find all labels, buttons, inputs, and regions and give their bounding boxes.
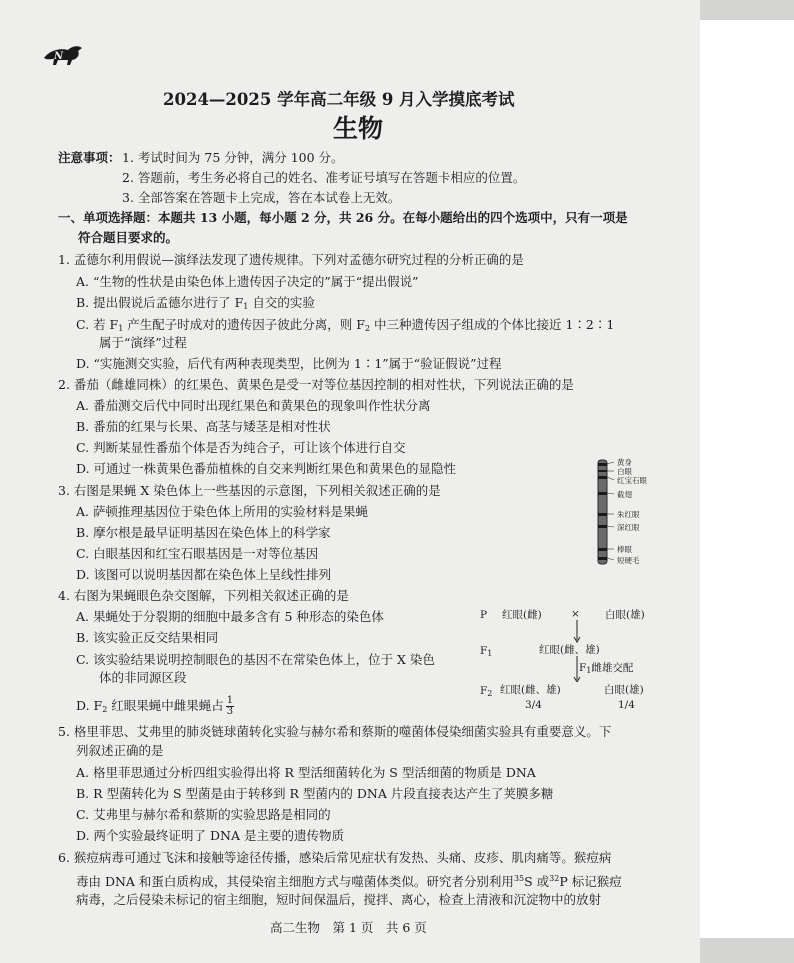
gene-label: 白眼 (617, 467, 632, 476)
q2-option-d: D. 可通过一株黄果色番茄植株的自交来判断红果色和黄果色的显隐性 (76, 461, 457, 476)
cross-p-red: 红眼(雌) (502, 609, 542, 621)
cross-f1-mate: $F_1$雌雄交配 (579, 662, 634, 675)
notes-label: 注意事项： (58, 150, 121, 165)
x-chromosome-figure (590, 458, 647, 572)
q1-option-c: C. 若 $F_1$ 产生配子时成对的遗传因子彼此分离，则 $F_2$ 中三种遗传因子组成的个体比接近 1∶2∶1 (76, 317, 615, 333)
note-item-1: 1. 考试时间为 75 分钟，满分 100 分。 (122, 150, 344, 165)
q2-option-a: A. 番茄测交后代中同时出现红果色和黄果色的现象叫作性状分离 (76, 398, 431, 413)
q5-option-a: A. 格里菲思通过分析四组实验得出将 R 型活细菌转化为 S 型活细菌的物质是 DNA (76, 765, 536, 780)
q4-option-a: A. 果蝇处于分裂期的细胞中最多含有 5 种形态的染色体 (76, 609, 384, 624)
cross-ratio-red: 3/4 (525, 699, 542, 711)
q1-option-b: B. 提出假说后孟德尔进行了 $F_1$ 自交的实验 (76, 295, 315, 311)
q5-option-c: C. 艾弗里与赫尔希和蔡斯的实验思路是相同的 (76, 807, 331, 822)
right-blank-strip (700, 20, 794, 938)
q5-option-b: B. R 型菌转化为 S 型菌是由于转移到 R 型菌内的 DNA 片段直接表达产生了荚膜多糖 (76, 786, 554, 801)
cross-p-label: P (480, 609, 488, 621)
q1-stem: 1. 孟德尔利用假说—演绎法发现了遗传规律。下列对孟德尔研究过程的分析正确的是 (58, 252, 524, 267)
gene-label: 短硬毛 (617, 556, 640, 565)
gene-label: 深红眼 (617, 523, 640, 532)
gene-label: 棒眼 (617, 545, 632, 554)
section-heading-line1: 一、单项选择题：本题共 13 小题，每小题 2 分，共 26 分。在每小题给出的四个选项中，只有一项是 (58, 210, 628, 225)
exam-title: 2024—2025 学年高二年级 9 月入学摸底考试 (163, 90, 515, 109)
fraction-one-third: $\frac{1}{3}$ (226, 695, 234, 717)
q3-option-c: C. 白眼基因和红宝石眼基因是一对等位基因 (76, 546, 319, 561)
gene-label: 黄身 (617, 458, 632, 467)
q3-option-b: B. 摩尔根是最早证明基因在染色体上的科学家 (76, 525, 331, 540)
gene-label: 截翅 (617, 490, 632, 499)
cross-p-white: 白眼(雄) (605, 609, 645, 621)
q3-option-a: A. 萨顿推理基因位于染色体上所用的实验材料是果蝇 (76, 504, 368, 519)
cross-f1-red: 红眼(雌、雄) (539, 644, 600, 656)
q2-option-c: C. 判断某显性番茄个体是否为纯合子，可让该个体进行自交 (76, 440, 406, 455)
q3-option-d: D. 该图可以说明基因都在染色体上呈线性排列 (76, 567, 332, 582)
q6-line3: 病毒，之后侵染未标记的宿主细胞，短时间保温后，搅拌、离心，检查上清液和沉淀物中的放射 (76, 892, 602, 907)
q4-option-c: C. 该实验结果说明控制眼色的基因不在常染色体上，位于 X 染色 (76, 652, 435, 667)
section-heading-line2: 符合题目要求的。 (78, 230, 179, 245)
svg-text:N: N (54, 51, 64, 62)
cross-f2-white: 白眼(雄) (604, 684, 644, 696)
q6-line1: 6. 猴痘病毒可通过飞沫和接触等途径传播，感染后常见症状有发热、头痛、皮疹、肌肉痛等。猴痘病 (58, 850, 612, 865)
subject-title: 生物 (333, 114, 384, 143)
q2-stem: 2. 番茄（雌雄同株）的红果色、黄果色是受一对等位基因控制的相对性状，下列说法正确的是 (58, 377, 574, 392)
note-item-2: 2. 答题前，考生务必将自己的姓名、准考证号填写在答题卡相应的位置。 (122, 170, 526, 185)
q4-option-b: B. 该实验正反交结果相同 (76, 630, 219, 645)
cross-f2-red: 红眼(雌、雄) (500, 684, 561, 696)
q3-stem: 3. 右图是果蝇 X 染色体上一些基因的示意图，下列相关叙述正确的是 (58, 483, 441, 498)
cross-ratio-white: 1/4 (618, 699, 635, 711)
cross-f2-label: $F_2$ (480, 685, 493, 698)
gene-label: 朱红眼 (617, 510, 640, 519)
q5-stem: 5. 格里菲思、艾弗里的肺炎链球菌转化实验与赫尔希和蔡斯的噬菌体侵染细菌实验具有重要意义。下 (58, 724, 612, 739)
cross-f1-label: $F_1$ (480, 645, 493, 658)
q2-option-b: B. 番茄的红果与长果、高茎与矮茎是相对性状 (76, 419, 331, 434)
publisher-logo-icon (42, 44, 88, 68)
page-footer: 高二生物 第 1 页 共 6 页 (270, 920, 427, 935)
q4-option-c-cont: 体的非同源区段 (99, 670, 187, 685)
chromosome-bar (590, 458, 616, 568)
q5-option-d: D. 两个实验最终证明了 DNA 是主要的遗传物质 (76, 828, 344, 843)
q6-line2: 毒由 DNA 和蛋白质构成，其侵染宿主细胞方式与噬菌体类似。研究者分别利用$^{35}$S 或$^{32}$P 标记猴痘 (76, 874, 622, 889)
cross-times: × (571, 608, 580, 620)
q1-option-c-cont: 属于“演绎”过程 (99, 335, 187, 350)
gene-label: 红宝石眼 (617, 476, 647, 485)
q1-option-d: D. “实施测交实验，后代有两种表现类型，比例为 1∶1”属于“验证假说”过程 (76, 356, 502, 371)
q5-stem-cont: 列叙述正确的是 (76, 743, 164, 758)
q4-option-d: D. $F_2$ 红眼果蝇中雌果蝇占 $\frac{1}{3}$ (76, 695, 234, 717)
note-item-3: 3. 全部答案在答题卡上完成，答在本试卷上无效。 (122, 190, 401, 205)
q4-stem: 4. 右图为果蝇眼色杂交图解，下列相关叙述正确的是 (58, 588, 349, 603)
q1-option-a: A. “生物的性状是由染色体上遗传因子决定的”属于“提出假说” (76, 274, 419, 289)
